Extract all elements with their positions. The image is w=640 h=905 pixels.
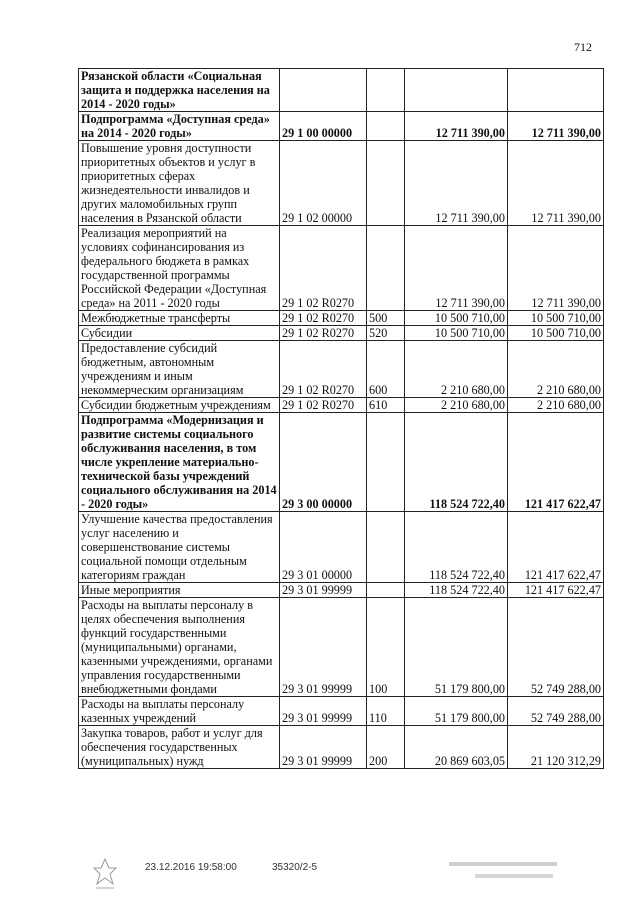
row-name: Расходы на выплаты персоналу казенных учреждений bbox=[79, 697, 280, 726]
row-name: Межбюджетные трансферты bbox=[79, 311, 280, 326]
row-amount-a: 10 500 710,00 bbox=[405, 311, 508, 326]
row-amount-a: 12 711 390,00 bbox=[405, 141, 508, 226]
row-amount-b: 52 749 288,00 bbox=[508, 598, 604, 697]
row-expense-type bbox=[367, 413, 405, 512]
table-row bbox=[79, 598, 604, 697]
row-code: 29 3 01 99999 bbox=[280, 583, 367, 598]
row-expense-type: 600 bbox=[367, 341, 405, 398]
row-name: Субсидии бюджетным учреждениям bbox=[79, 398, 280, 413]
row-code: 29 1 02 R0270 bbox=[280, 341, 367, 398]
row-name: Предоставление субсидий бюджетным, автономным учреждениям и иным некоммерческим организациям bbox=[79, 341, 280, 398]
table-row bbox=[79, 398, 604, 413]
row-expense-type: 500 bbox=[367, 311, 405, 326]
row-amount-a: 51 179 800,00 bbox=[405, 697, 508, 726]
row-expense-type bbox=[367, 583, 405, 598]
row-expense-type: 100 bbox=[367, 598, 405, 697]
row-code: 29 3 01 99999 bbox=[280, 697, 367, 726]
row-name: Закупка товаров, работ и услуг для обеспечения государственных (муниципальных) нужд bbox=[79, 726, 280, 769]
table-row bbox=[79, 697, 604, 726]
table-row bbox=[79, 226, 604, 311]
row-amount-b: 21 120 312,29 bbox=[508, 726, 604, 769]
row-amount-a: 12 711 390,00 bbox=[405, 226, 508, 311]
row-name: Подпрограмма «Модернизация и развитие системы социального обслуживания населения, в том числе укрепление материально-технической базы учреждений социального обслуживания на 2014 - 2020 годы» bbox=[79, 413, 280, 512]
row-amount-b: 10 500 710,00 bbox=[508, 311, 604, 326]
row-name: Улучшение качества предоставления услуг населению и совершенствование системы социальной помощи отдельным категориям граждан bbox=[79, 512, 280, 583]
row-code: 29 1 02 00000 bbox=[280, 141, 367, 226]
row-code: 29 1 00 00000 bbox=[280, 112, 367, 141]
row-code: 29 1 02 R0270 bbox=[280, 226, 367, 311]
row-amount-a: 118 524 722,40 bbox=[405, 583, 508, 598]
table-row bbox=[79, 69, 604, 112]
row-amount-a: 51 179 800,00 bbox=[405, 598, 508, 697]
table-row bbox=[79, 311, 604, 326]
row-code bbox=[280, 69, 367, 112]
row-amount-b: 10 500 710,00 bbox=[508, 326, 604, 341]
row-amount-a: 20 869 603,05 bbox=[405, 726, 508, 769]
row-expense-type: 200 bbox=[367, 726, 405, 769]
row-code: 29 3 01 99999 bbox=[280, 726, 367, 769]
row-code: 29 1 02 R0270 bbox=[280, 311, 367, 326]
row-amount-a: 10 500 710,00 bbox=[405, 326, 508, 341]
page-footer bbox=[0, 856, 640, 896]
row-amount-a: 118 524 722,40 bbox=[405, 413, 508, 512]
row-expense-type: 110 bbox=[367, 697, 405, 726]
table-row bbox=[79, 512, 604, 583]
row-amount-b: 52 749 288,00 bbox=[508, 697, 604, 726]
row-amount-b: 2 210 680,00 bbox=[508, 341, 604, 398]
row-amount-b: 121 417 622,47 bbox=[508, 512, 604, 583]
row-amount-b bbox=[508, 69, 604, 112]
row-expense-type bbox=[367, 141, 405, 226]
row-name: Субсидии bbox=[79, 326, 280, 341]
row-name: Повышение уровня доступности приоритетных объектов и услуг в приоритетных сферах жизнедеятельности инвалидов и других маломобильных групп населения в Рязанской области bbox=[79, 141, 280, 226]
row-expense-type bbox=[367, 226, 405, 311]
row-amount-b: 12 711 390,00 bbox=[508, 112, 604, 141]
row-amount-b: 2 210 680,00 bbox=[508, 398, 604, 413]
row-amount-a: 2 210 680,00 bbox=[405, 341, 508, 398]
row-amount-b: 12 711 390,00 bbox=[508, 226, 604, 311]
row-name: Иные мероприятия bbox=[79, 583, 280, 598]
budget-table bbox=[78, 68, 604, 769]
row-code: 29 1 02 R0270 bbox=[280, 398, 367, 413]
footer-timestamp: 23.12.2016 19:58:00 bbox=[145, 862, 237, 873]
row-code: 29 3 01 99999 bbox=[280, 598, 367, 697]
row-name: Рязанской области «Социальная защита и поддержка населения на 2014 - 2020 годы» bbox=[79, 69, 280, 112]
row-name: Подпрограмма «Доступная среда» на 2014 - 2020 годы» bbox=[79, 112, 280, 141]
table-row bbox=[79, 583, 604, 598]
table-row bbox=[79, 726, 604, 769]
row-expense-type: 520 bbox=[367, 326, 405, 341]
stamp-icon bbox=[445, 856, 565, 889]
row-amount-a bbox=[405, 69, 508, 112]
row-expense-type bbox=[367, 512, 405, 583]
row-expense-type: 610 bbox=[367, 398, 405, 413]
row-amount-b: 121 417 622,47 bbox=[508, 413, 604, 512]
row-expense-type bbox=[367, 69, 405, 112]
table-row bbox=[79, 413, 604, 512]
page-number: 712 bbox=[574, 40, 592, 54]
row-code: 29 1 02 R0270 bbox=[280, 326, 367, 341]
row-amount-a: 12 711 390,00 bbox=[405, 112, 508, 141]
row-expense-type bbox=[367, 112, 405, 141]
row-name: Расходы на выплаты персоналу в целях обеспечения выполнения функций государственными (муниципальными) органами, казенными учреждениями, органами управления государственными внебюджетными фондами bbox=[79, 598, 280, 697]
table-row bbox=[79, 326, 604, 341]
table-row bbox=[79, 341, 604, 398]
footer-document-number: 35320/2-5 bbox=[272, 862, 318, 873]
row-amount-b: 121 417 622,47 bbox=[508, 583, 604, 598]
table-row bbox=[79, 141, 604, 226]
row-amount-b: 12 711 390,00 bbox=[508, 141, 604, 226]
table-row bbox=[79, 112, 604, 141]
budget-table-body bbox=[79, 69, 604, 769]
row-code: 29 3 00 00000 bbox=[280, 413, 367, 512]
row-code: 29 3 01 00000 bbox=[280, 512, 367, 583]
row-amount-a: 2 210 680,00 bbox=[405, 398, 508, 413]
row-name: Реализация мероприятий на условиях софинансирования из федерального бюджета в рамках государственной программы Российской Федерации «Доступная среда» на 2011 - 2020 годы bbox=[79, 226, 280, 311]
row-amount-a: 118 524 722,40 bbox=[405, 512, 508, 583]
emblem-icon bbox=[90, 856, 120, 895]
